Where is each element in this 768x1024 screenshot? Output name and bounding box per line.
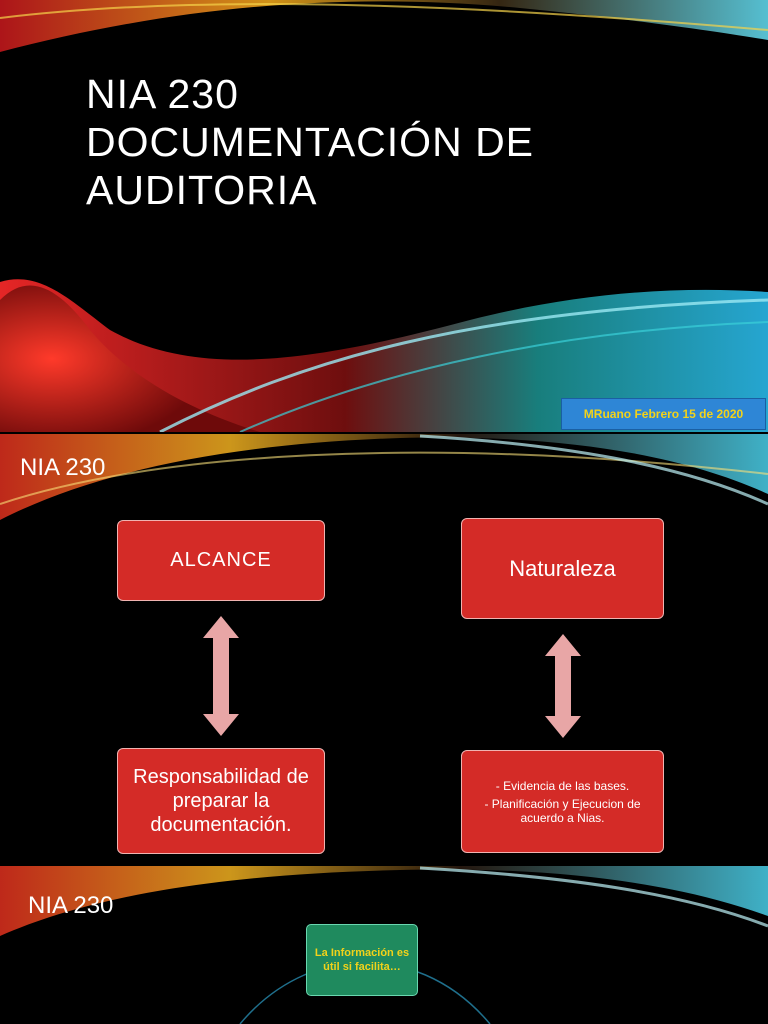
title-line-2: DOCUMENTACIÓN DE xyxy=(86,119,535,165)
author-date-label: MRuano Febrero 15 de 2020 xyxy=(561,398,766,430)
slide-title: NIA 230 xyxy=(28,892,114,919)
content-slide xyxy=(0,434,768,864)
responsabilidad-box: Responsabilidad de preparar la documentación. xyxy=(117,748,325,854)
title-line-1: NIA 230 xyxy=(86,71,239,117)
double-arrow-icon xyxy=(202,616,240,736)
title-slide xyxy=(0,0,768,432)
evidencia-box xyxy=(461,750,664,853)
swoosh-background xyxy=(0,0,768,432)
bullet-evidencia: - Evidencia de las bases. xyxy=(495,778,630,793)
double-arrow-icon xyxy=(544,634,582,738)
alcance-box: ALCANCE xyxy=(117,520,325,601)
title-line-3: AUDITORIA xyxy=(86,167,318,213)
content-slide-3 xyxy=(0,866,768,1024)
naturaleza-box: Naturaleza xyxy=(461,518,664,619)
slide-title: NIA 230 xyxy=(20,454,106,481)
slide-title xyxy=(86,70,534,214)
informacion-box: La Información es útil si facilita… xyxy=(306,924,418,996)
bullet-planificacion: - Planificación y Ejecucion de acuerdo a Nias. xyxy=(484,796,641,825)
